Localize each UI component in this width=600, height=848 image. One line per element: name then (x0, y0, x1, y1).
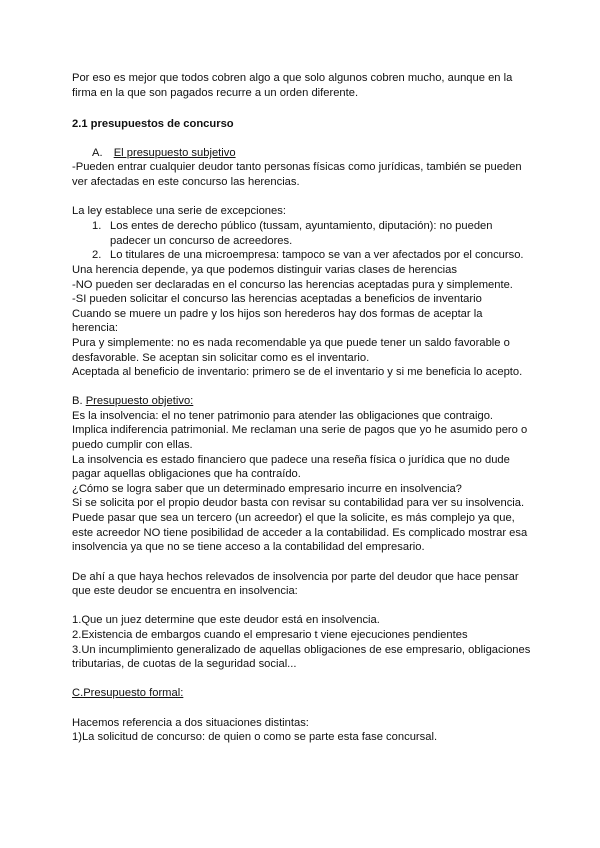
intro-line: firma en la que son pagados recurre a un orden diferente. (72, 87, 359, 99)
paragraph-line: 1)La solicitud de concurso: de quien o como se parte esta fase concursal. (72, 731, 438, 743)
paragraph-line: desfavorable. Se aceptan sin solicitar como es el inventario. (72, 352, 370, 364)
list-item-line: Los entes de derecho público (tussam, ayuntamiento, diputación): no pueden (110, 220, 493, 232)
list-item: 3.Un incumplimiento generalizado de aquellas obligaciones de ese empresario, obligaciones (72, 644, 531, 656)
paragraph-line: pagar aquellas obligaciones que ha contraído. (72, 468, 301, 480)
list-number: 2. (92, 249, 102, 261)
subsection-a-title: El presupuesto subjetivo (113, 147, 236, 159)
list-item-line: Lo titulares de una microempresa: tampoco se van a ver afectados por el concurso. (110, 249, 524, 261)
paragraph-line: Pura y simplemente: no es nada recomendable ya que puede tener un saldo favorable o (72, 337, 510, 349)
paragraph-line: Hacemos referencia a dos situaciones distintas: (72, 717, 309, 729)
list-number: 1. (92, 220, 102, 232)
paragraph-line: Implica indiferencia patrimonial. Me reclaman una serie de pagos que yo he asumido pero o (72, 424, 528, 436)
exceptions-intro: La ley establece una serie de excepciones: (72, 205, 286, 217)
paragraph-line: La insolvencia es estado financiero que padece una reseña física o jurídica que no dude (72, 454, 510, 466)
paragraph-line: este acreedor NO tiene posibilidad de acceder a la contabilidad. Es complicado mostrar esa (72, 527, 528, 539)
list-item: 1.Que un juez determine que este deudor está en insolvencia. (72, 614, 380, 626)
subsection-b-marker: B. (72, 395, 86, 407)
subsection-c-heading: C.Presupuesto formal: (72, 687, 184, 699)
list-item-line: padecer un concurso de acreedores. (110, 235, 293, 247)
paragraph-line: Puede pasar que sea un tercero (un acreedor) el que la solicite, es más complejo ya que, (72, 512, 515, 524)
paragraph-line: -NO pueden ser declaradas en el concurso las herencias aceptadas pura y simplemente. (72, 279, 513, 291)
paragraph-line: puedo cumplir con ellas. (72, 439, 193, 451)
subsection-a-marker: A. (92, 147, 103, 159)
paragraph-line: insolvencia ya que no se tiene acceso a la contabilidad del empresario. (72, 541, 425, 553)
paragraph-line: Aceptada al beneficio de inventario: primero se de el inventario y si me beneficia lo acepto. (72, 366, 523, 378)
subsection-a-heading (92, 146, 236, 161)
section-heading: 2.1 presupuestos de concurso (72, 118, 234, 130)
paragraph-line: Cuando se muere un padre y los hijos son herederos hay dos formas de aceptar la (72, 308, 483, 320)
paragraph-line: Es la insolvencia: el no tener patrimonio para atender las obligaciones que contraigo. (72, 410, 494, 422)
paragraph-line: -SI pueden solicitar el concurso las herencias aceptadas a beneficios de inventario (72, 293, 482, 305)
subsection-b-title: Presupuesto objetivo: (85, 395, 194, 407)
paragraph-line: ver afectadas en este concurso las herencias. (72, 176, 300, 188)
paragraph-line: -Pueden entrar cualquier deudor tanto personas físicas como jurídicas, también se pueden (72, 161, 522, 173)
subsection-b-heading (72, 394, 193, 409)
list-item: 2.Existencia de embargos cuando el empresario t viene ejecuciones pendientes (72, 629, 468, 641)
paragraph-line: que este deudor se encuentra en insolvencia: (72, 585, 298, 597)
paragraph-line: ¿Cómo se logra saber que un determinado empresario incurre en insolvencia? (72, 483, 462, 495)
paragraph-line: Si se solicita por el propio deudor basta con revisar su contabilidad para ver su insolvencia. (72, 497, 525, 509)
paragraph-line: herencia: (72, 322, 119, 334)
paragraph-line: Una herencia depende, ya que podemos distinguir varias clases de herencias (72, 264, 457, 276)
list-item: tributarias, de cuotas de la seguridad social... (72, 658, 297, 670)
paragraph-line: De ahí a que haya hechos relevados de insolvencia por parte del deudor que hace pensar (72, 571, 519, 583)
intro-line: Por eso es mejor que todos cobren algo a que solo algunos cobren mucho, aunque en la (72, 72, 513, 84)
